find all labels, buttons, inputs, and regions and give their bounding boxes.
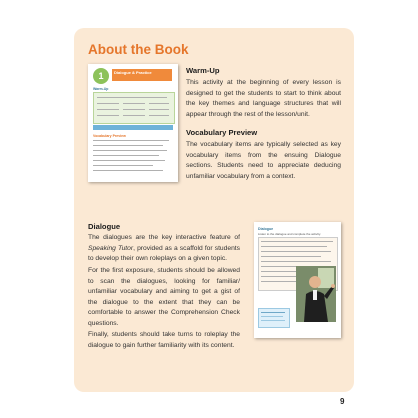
text-line [261, 241, 333, 242]
text-line [97, 103, 119, 104]
text-line [93, 170, 163, 171]
thumbnail-header: Dialogue & Practice [112, 69, 172, 81]
text-line [93, 155, 159, 156]
text-line [261, 312, 285, 313]
text-line [261, 281, 297, 282]
book-title-italic: Speaking Tutor [88, 244, 134, 252]
thumbnail-dialogue-header: Dialogue [258, 227, 274, 231]
text-line [93, 150, 167, 151]
vocab-text: The vocabulary items are typically selected as key vocabulary items from the ensuing Dialogue sections. Students need to appreciate deducing unfamiliar vocabulary from a context. [186, 141, 341, 180]
lesson-number-badge: 1 [93, 68, 109, 84]
text-line [97, 109, 119, 110]
thumbnail-section2: Vocabulary Preview [93, 134, 126, 138]
text-line [123, 115, 145, 116]
text-line [123, 109, 145, 110]
page-title: About the Book [88, 42, 189, 57]
text-line [97, 115, 119, 116]
warmup-heading: Warm-Up [186, 66, 220, 75]
text-line [93, 145, 163, 146]
text-line [261, 251, 331, 252]
text-line [261, 316, 283, 317]
text-line [123, 103, 145, 104]
text-line [93, 160, 165, 161]
warmup-page-thumbnail [88, 64, 178, 182]
dialogue-p1-before: The dialogues are the key interactive feature of [88, 234, 240, 241]
text-line [261, 320, 285, 321]
page-number: 9 [340, 397, 345, 406]
thumbnail-dialogue-subline: Listen to the dialogue and complete the activity. [258, 232, 321, 236]
text-line [261, 271, 297, 272]
dialogue-paragraph-1 [88, 233, 240, 265]
thumbnail-subheader: Warm-Up [93, 87, 109, 91]
text-line [261, 266, 297, 267]
dialogue-p1-after: , provided as a scaffold for students to develop their own roleplays on a given topic. [88, 244, 241, 263]
text-line [261, 256, 321, 257]
text-line [261, 276, 297, 277]
speaker-illustration [296, 266, 336, 322]
warmup-text: This activity at the beginning of every lesson is designed to get the students to start to think about the key themes and language structures that will appear through the rest of the lesson/unit. [186, 79, 341, 118]
text-line [261, 246, 327, 247]
text-line [149, 115, 169, 116]
dialogue-page-thumbnail [254, 222, 341, 338]
thumbnail-blue-bar [93, 125, 173, 130]
text-line [149, 103, 169, 104]
dialogue-paragraph-2: For the first exposure, students should be allowed to scan the dialogues, looking for familiar/ unfamiliar vocabulary and aiming to get a gist of the dialogue to the extent that they can be comfortable to answer the Comprehension Check questions. [88, 267, 240, 327]
text-line [97, 97, 167, 98]
vocab-heading: Vocabulary Preview [186, 128, 258, 137]
dialogue-paragraph-3: Finally, students should take turns to roleplay the dialogue to gain further familiarity with its content. [88, 331, 240, 349]
thumbnail-warmup-box [93, 92, 175, 124]
dialogue-heading: Dialogue [88, 222, 121, 231]
text-line [261, 261, 331, 262]
text-line [93, 140, 169, 141]
text-line [93, 165, 153, 166]
text-line [149, 109, 169, 110]
thumbnail-note-box [258, 308, 290, 328]
